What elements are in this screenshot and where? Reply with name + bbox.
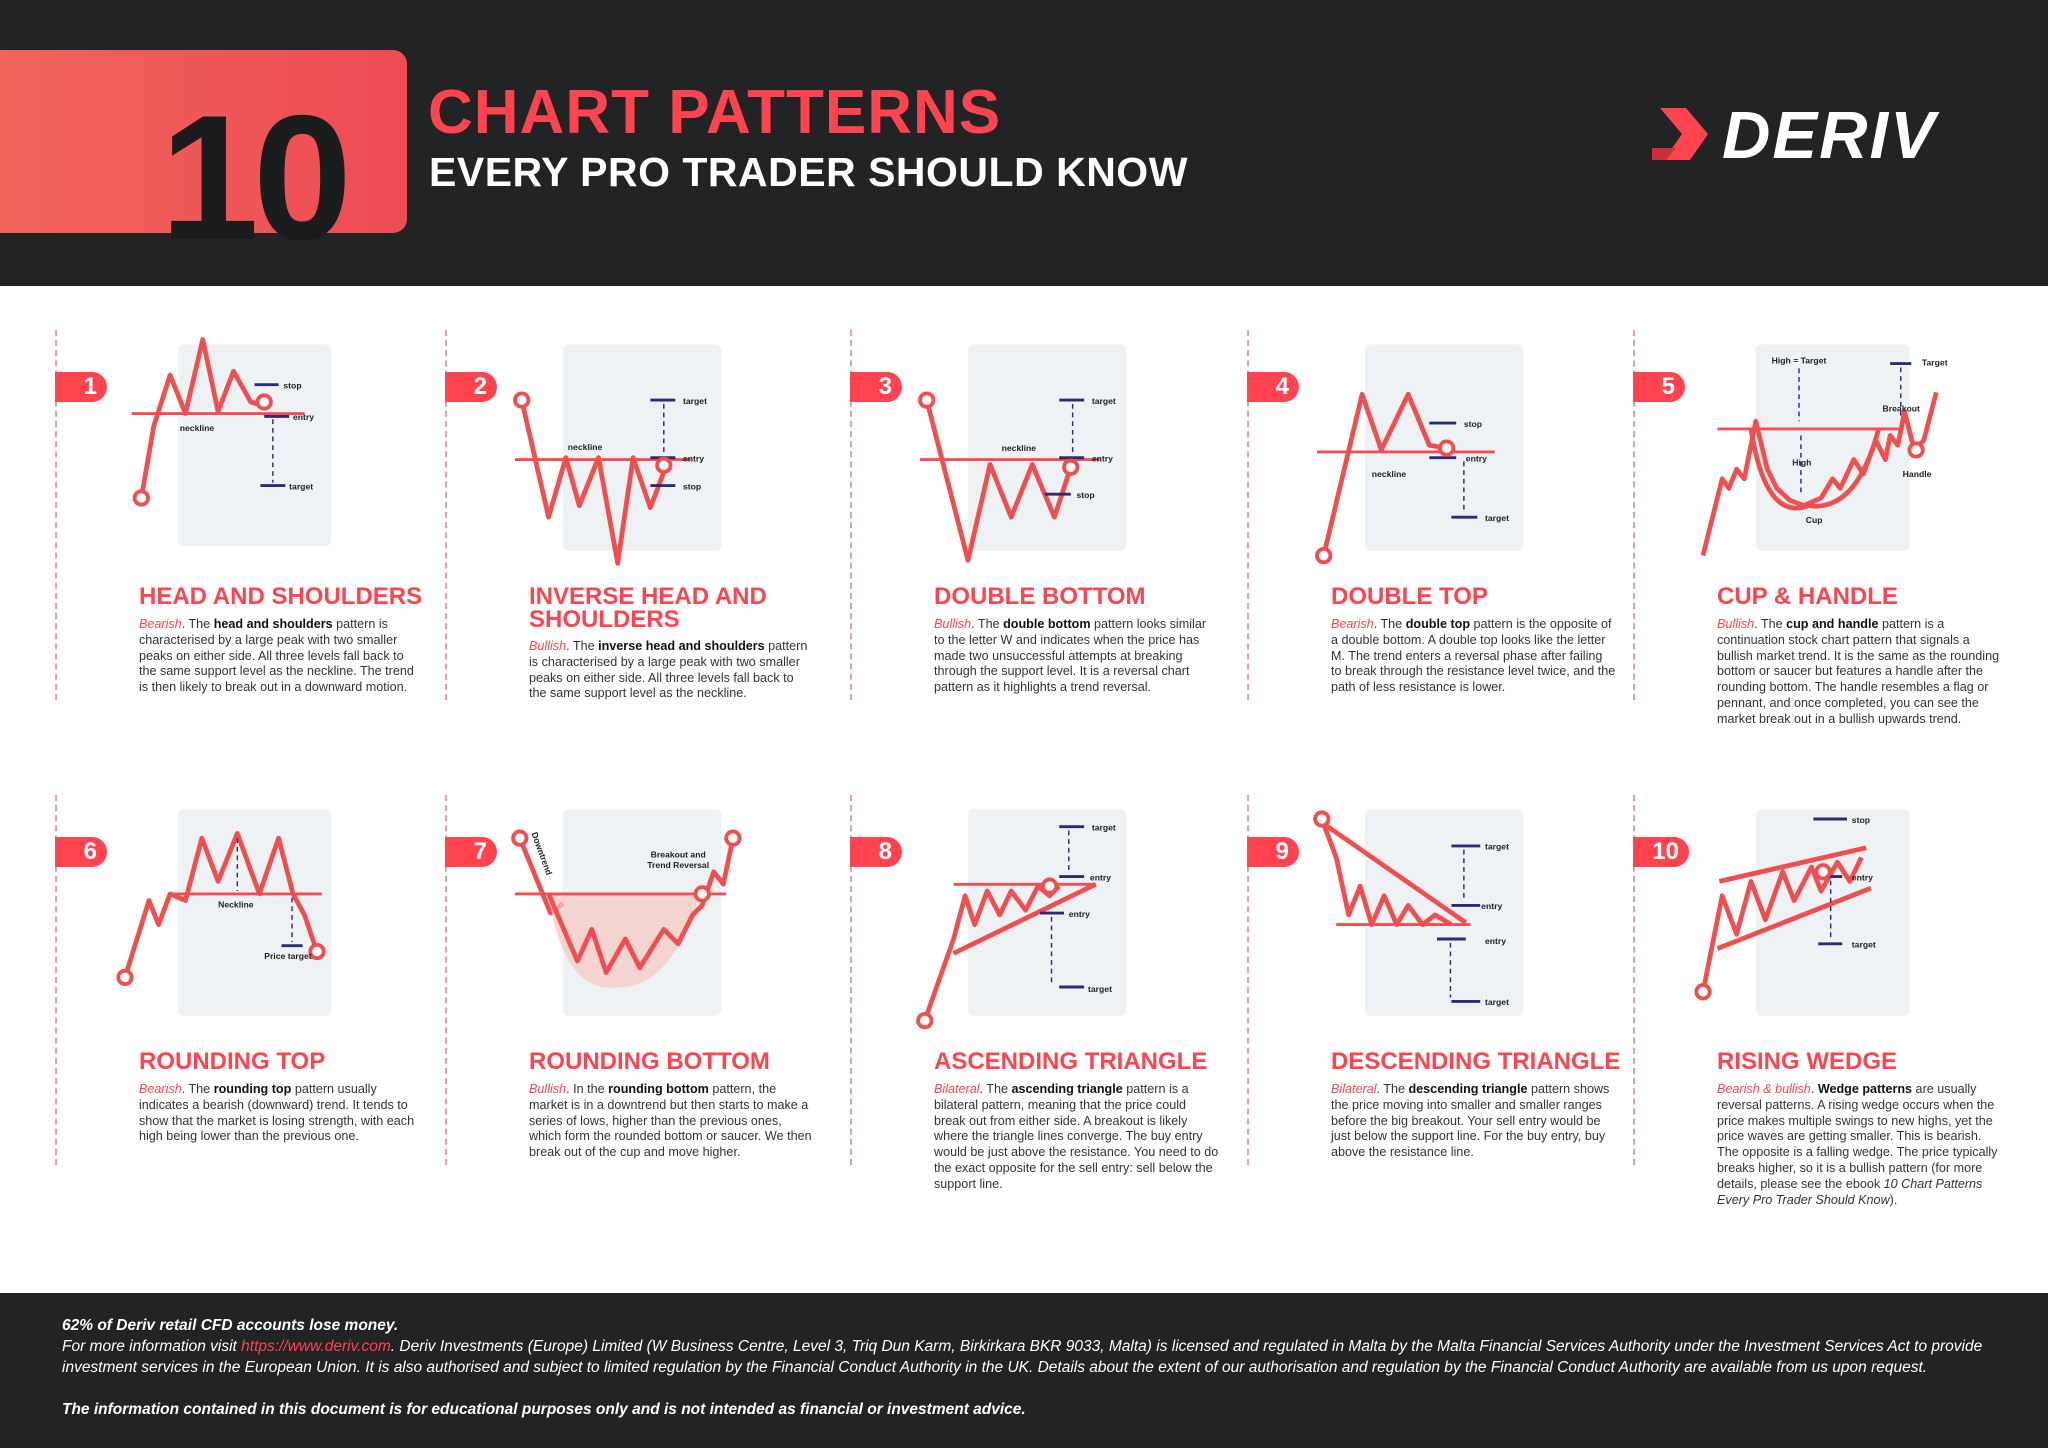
pattern-number: 9 — [1247, 837, 1299, 867]
risk-warning: 62% of Deriv retail CFD accounts lose money. — [62, 1317, 399, 1334]
desc-text: . The — [971, 617, 1004, 631]
pattern-number: 2 — [445, 372, 497, 402]
pattern-description — [1717, 1082, 2002, 1208]
diagram-label: entry — [1068, 908, 1090, 919]
pattern-name: ROUNDING TOP — [139, 1048, 326, 1075]
pattern-name: ROUNDING BOTTOM — [529, 1048, 770, 1075]
desc-text: pattern is characterised by a large peak with two smaller peaks on either side. All three levels fall back to the same support level as the neckline. The trend is then likely to break out in a downward motion. — [139, 617, 414, 695]
pattern-name: DOUBLE TOP — [1331, 583, 1488, 610]
desc-bold: double top — [1405, 617, 1471, 631]
deriv-logo — [1652, 98, 1962, 178]
desc-bold: descending triangle — [1408, 1082, 1528, 1096]
pattern-description — [1331, 617, 1616, 696]
pattern-type: Bilateral — [934, 1082, 980, 1096]
pattern-number: 10 — [1633, 837, 1689, 867]
legal-text — [62, 1336, 1992, 1378]
diagram-label: neckline — [179, 422, 215, 433]
pattern-type: Bearish — [139, 617, 182, 631]
diagram-label: target — [1485, 513, 1509, 524]
deriv-logo-icon — [1652, 108, 1712, 168]
diagram-label: Cup — [1805, 514, 1823, 525]
page-subtitle: EVERY PRO TRADER SHOULD KNOW — [429, 149, 1188, 195]
page-title: CHART PATTERNS — [428, 78, 1002, 147]
pattern-diagram — [95, 795, 395, 1035]
desc-bold: head and shoulders — [213, 617, 333, 631]
diagram-label: target — [1851, 939, 1876, 950]
pattern-name: INVERSE HEAD AND SHOULDERS — [529, 583, 767, 633]
diagram-label: stop — [1851, 814, 1871, 825]
desc-bold: inverse head and shoulders — [598, 639, 765, 653]
diagram-label: entry — [293, 412, 315, 423]
pattern-diagram — [485, 330, 785, 570]
desc-bold: rounding bottom — [608, 1082, 709, 1096]
pattern-number: 6 — [55, 837, 107, 867]
pattern-type: Bearish — [1331, 617, 1374, 631]
legal-body: . Deriv Investments (Europe) Limited (W Business Centre, Level 3, Triq Dun Karm, Birkirkara BKR 9033, Malta) is licensed and regulated in Malta by the Malta Financial Services Authority under the Investment Services Act to provide investment services in the European Union. It is also authorised and subject to limited regulation by the Financial Conduct Authority in the UK. Details about the extent of our authorisation and regulation by the Financial Conduct Authority are available from us upon request. — [62, 1338, 1983, 1376]
pattern-description — [139, 1082, 424, 1145]
pattern-diagram — [1287, 795, 1587, 1035]
pattern-card — [1247, 330, 1627, 770]
diagram-label: Price target — [264, 951, 312, 962]
diagram-label: entry — [1091, 453, 1113, 464]
diagram-label: target — [683, 395, 707, 406]
pattern-number: 8 — [850, 837, 902, 867]
pattern-number: 5 — [1633, 372, 1685, 402]
ebook-title: 10 Chart Patterns Every Pro Trader Should Know — [1717, 1176, 1983, 1207]
pattern-description — [934, 1082, 1219, 1193]
pattern-number: 3 — [850, 372, 902, 402]
pattern-name: DESCENDING TRIANGLE — [1331, 1048, 1621, 1075]
desc-text: are usually reversal patterns. A rising wedge occurs when the price makes multiple swings to new highs, yet the price waves are getting smaller. This is bearish. The opposite is a falling wedge. The price typically breaks higher, so it is a bullish pattern (for more details, please see the ebook — [1717, 1082, 1998, 1191]
pattern-card — [850, 795, 1230, 1235]
pattern-diagram — [890, 795, 1190, 1035]
desc-text: pattern looks similar to the letter W and indicates when the price has made two unsuccessful attempts at breaking through the support level. It is a reversal chart pattern as it highlights a trend reversal. — [934, 617, 1207, 695]
pattern-diagram — [485, 795, 785, 1035]
pattern-type: Bullish — [529, 1082, 567, 1096]
diagram-label: entry — [1851, 872, 1873, 883]
diagram-label: entry — [1481, 901, 1503, 912]
diagram-label: Target — [1921, 357, 1948, 368]
pattern-number: 4 — [1247, 372, 1299, 402]
number-badge — [0, 50, 407, 277]
desc-text: ). — [1889, 1192, 1898, 1207]
diagram-label: Handle — [1902, 468, 1932, 479]
pattern-name: RISING WEDGE — [1717, 1048, 1898, 1075]
pattern-diagram — [95, 330, 395, 570]
pattern-description — [1717, 617, 2002, 728]
pattern-diagram — [1673, 795, 1973, 1035]
pattern-name: CUP & HANDLE — [1717, 583, 1898, 610]
pattern-diagram — [890, 330, 1190, 570]
pattern-description — [529, 1082, 814, 1161]
pattern-card — [55, 330, 435, 770]
desc-text: pattern shows the price moving into smaller and smaller ranges before the big breakout. Your sell entry would be just below the support line. For the buy entry, buy above the resistance line. — [1331, 1082, 1610, 1160]
logo-text: DERIV — [1722, 98, 1937, 173]
website-link[interactable]: https://www.deriv.com — [241, 1338, 391, 1355]
diagram-label: target — [1485, 841, 1509, 852]
legal-lead: For more information visit — [62, 1338, 242, 1355]
desc-bold: double bottom — [1003, 617, 1091, 631]
pattern-type: Bearish — [139, 1082, 182, 1096]
diagram-label: target — [1088, 983, 1112, 994]
desc-text: . The — [979, 1082, 1012, 1096]
diagram-label: target — [289, 481, 314, 492]
pattern-card — [1633, 330, 2013, 770]
pattern-number: 1 — [55, 372, 107, 402]
diagram-label: Trend Reversal — [647, 859, 710, 870]
pattern-diagram — [1287, 330, 1587, 570]
header — [0, 0, 2048, 286]
pattern-name: ASCENDING TRIANGLE — [934, 1048, 1208, 1075]
diagram-label: target — [1091, 822, 1116, 833]
diagram-label: stop — [283, 380, 302, 391]
desc-text: . In the — [566, 1082, 609, 1096]
desc-text: . The — [1376, 1082, 1409, 1096]
diagram-label: Neckline — [218, 899, 254, 910]
desc-bold: rounding top — [213, 1082, 292, 1096]
diagram-label: entry — [683, 453, 705, 464]
pattern-card — [850, 330, 1230, 770]
desc-text: pattern is the opposite of a double bottom. A double top looks like the letter M. The trend enters a reversal phase after failing to break through the resistance level twice, and the path of less resistance is lower. — [1331, 617, 1616, 695]
diagram-label: entry — [1485, 935, 1507, 946]
pattern-description — [529, 639, 814, 702]
diagram-label: stop — [683, 481, 702, 492]
desc-text: pattern is characterised by a large peak with two smaller peaks on either side. All three levels fall back to the same support level as the neckline. — [529, 639, 808, 701]
diagram-label: High — [1792, 457, 1812, 468]
diagram-label: target — [1091, 395, 1116, 406]
pattern-card — [445, 795, 825, 1235]
diagram-label: Breakout and — [650, 849, 706, 860]
diagram-label: neckline — [1371, 468, 1407, 479]
desc-text: . The — [181, 1082, 214, 1096]
desc-text: . The — [1754, 617, 1787, 631]
diagram-label: stop — [1076, 490, 1095, 500]
diagram-label: entry — [1089, 872, 1112, 883]
pattern-card — [1247, 795, 1627, 1235]
footer — [0, 1293, 2048, 1448]
desc-text: pattern is a bilateral pattern, meaning that the price could break out from either side. A breakout is likely where the triangle lines converge. The buy entry would be just above the resistance. You need to do the exact opposite for the sell entry: sell below the support line. — [934, 1082, 1219, 1191]
pattern-type: Bullish — [1717, 617, 1755, 631]
diagram-label: neckline — [567, 442, 603, 452]
pattern-type: Bilateral — [1331, 1082, 1377, 1096]
pattern-description — [1331, 1082, 1616, 1161]
desc-bold: Wedge patterns — [1817, 1082, 1913, 1096]
diagram-label: High = Target — [1771, 355, 1827, 366]
desc-text: . — [1810, 1082, 1818, 1096]
desc-text: . The — [1373, 617, 1406, 631]
desc-text: pattern, the market is in a downtrend but then starts to make a series of lows, higher than the previous ones, which form the rounded bottom or saucer. We then break out of the cup and move higher. — [529, 1082, 812, 1160]
desc-text: . The — [181, 617, 214, 631]
pattern-card — [1633, 795, 2013, 1235]
badge-number: 10 — [160, 78, 346, 277]
diagram-label: entry — [1465, 453, 1487, 464]
desc-text: pattern is a continuation stock chart pattern that signals a bullish market trend. It is the same as the rounding bottom or saucer but features a handle after the rounding bottom. The handle resembles a flag or pennant, and once completed, you can see the market break out in a bullish upwards trend. — [1717, 617, 2000, 726]
pattern-number: 7 — [445, 837, 497, 867]
desc-text: . The — [566, 639, 599, 653]
pattern-name: HEAD AND SHOULDERS — [139, 583, 423, 610]
pattern-type: Bullish — [934, 617, 972, 631]
diagram-label: Breakout — [1882, 403, 1920, 414]
desc-text: pattern usually indicates a bearish (downward) trend. It tends to show that the market is losing strength, with each high being lower than the previous one. — [139, 1082, 415, 1144]
diagram-label: neckline — [1001, 442, 1037, 453]
pattern-type: Bullish — [529, 639, 567, 653]
pattern-description — [934, 617, 1219, 696]
desc-bold: cup and handle — [1786, 617, 1879, 631]
pattern-card — [55, 795, 435, 1235]
pattern-name: DOUBLE BOTTOM — [934, 583, 1146, 610]
pattern-type: Bearish & bullish — [1717, 1082, 1811, 1096]
pattern-description — [139, 617, 424, 696]
diagram-label: target — [1485, 997, 1509, 1008]
disclaimer: The information contained in this document is for educational purposes only and is not intended as financial or investment advice. — [62, 1401, 1026, 1418]
pattern-diagram — [1673, 330, 1973, 570]
desc-bold: ascending triangle — [1011, 1082, 1123, 1096]
diagram-label: Downtrend — [529, 830, 555, 877]
diagram-label: stop — [1463, 418, 1483, 429]
pattern-card — [445, 330, 825, 770]
